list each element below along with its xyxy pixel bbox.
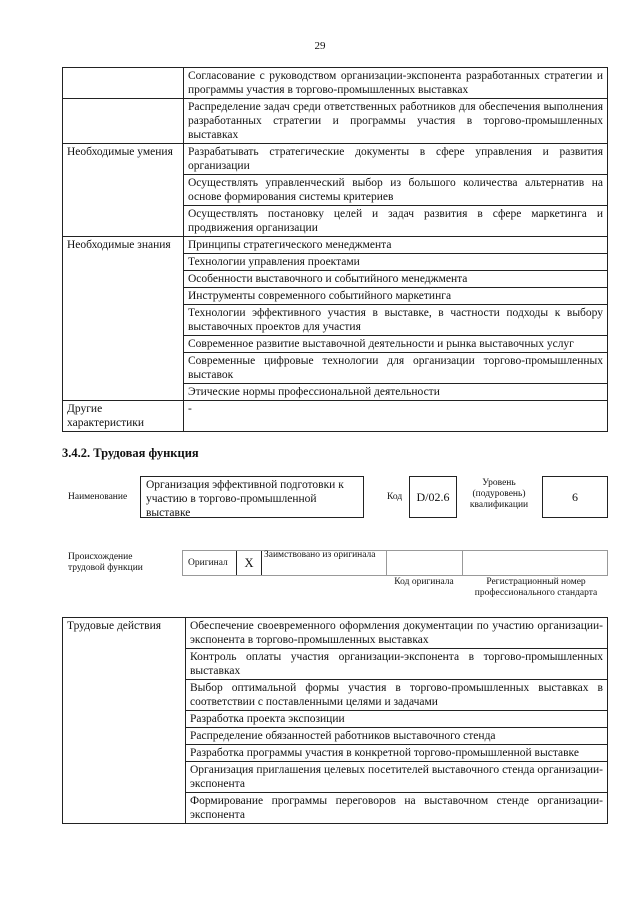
knowledge-item-8: Этические нормы профессиональной деятельности bbox=[184, 384, 608, 401]
labour-actions-table bbox=[62, 617, 608, 824]
origin-divider bbox=[386, 551, 387, 575]
skills-label: Необходимые умения bbox=[63, 144, 184, 237]
skill-item-2: Осуществлять управленческий выбор из большого количества альтернатив на основе формирования системы критериев bbox=[184, 175, 608, 206]
original-mark: X bbox=[236, 551, 262, 575]
action-item-2: Контроль оплаты участия организации-экспонента в торгово-промышленных выставках bbox=[186, 649, 608, 680]
skill-item-1: Разрабатывать стратегические документы в сфере управления и развития организации bbox=[184, 144, 608, 175]
knowledge-item-3: Особенности выставочного и событийного менеджмента bbox=[184, 271, 608, 288]
empty-label-cell bbox=[63, 68, 184, 99]
empty-label-cell bbox=[63, 99, 184, 144]
code-original-caption: Код оригинала bbox=[394, 577, 454, 587]
page-number: 29 bbox=[314, 40, 326, 52]
skill-item-3: Осуществлять постановку целей и задач развития в сфере маркетинга и продвижения организации bbox=[184, 206, 608, 237]
continued-item-1: Согласование с руководством организации-экспонента разработанных стратегии и программы участия в торгово-промышленных выставках bbox=[184, 68, 608, 99]
knowledge-item-7: Современные цифровые технологии для организации торгово-промышленных выставок bbox=[184, 353, 608, 384]
knowledge-item-5: Технологии эффективного участия в выставке, в частности подходы к выбору выставочных проектов для участия bbox=[184, 305, 608, 336]
origin-divider bbox=[462, 551, 463, 575]
function-name: Организация эффективной подготовки к участию в торгово-промышленной выставке bbox=[140, 476, 364, 518]
knowledge-item-4: Инструменты современного событийного маркетинга bbox=[184, 288, 608, 305]
section-heading: 3.4.2. Трудовая функция bbox=[62, 446, 199, 460]
knowledge-item-1: Принципы стратегического менеджмента bbox=[184, 237, 608, 254]
action-item-3: Выбор оптимальной формы участия в торгово-промышленных выставках в соответствии с поставленными целями и задачами bbox=[186, 680, 608, 711]
origin-label: Происхождение трудовой функции bbox=[68, 552, 143, 573]
code-value: D/02.6 bbox=[409, 476, 457, 518]
continued-item-2: Распределение задач среди ответственных работников для обеспечения выполнения разработанных стратегии и программы участия в торгово-промышленных выставках bbox=[184, 99, 608, 144]
action-item-1: Обеспечение своевременного оформления документации по участию организации-экспонента в торгово-промышленных выставках bbox=[186, 618, 608, 649]
knowledge-item-2: Технологии управления проектами bbox=[184, 254, 608, 271]
level-value: 6 bbox=[542, 476, 608, 518]
knowledge-label: Необходимые знания bbox=[63, 237, 184, 401]
action-item-4: Разработка проекта экспозиции bbox=[186, 711, 608, 728]
action-item-5: Распределение обязанностей работников выставочного стенда bbox=[186, 728, 608, 745]
name-label: Наименование bbox=[68, 492, 128, 502]
knowledge-item-6: Современное развитие выставочной деятельности и рынка выставочных услуг bbox=[184, 336, 608, 353]
other-label: Другие характеристики bbox=[63, 401, 184, 432]
other-value: - bbox=[184, 401, 608, 432]
code-label: Код bbox=[387, 492, 403, 502]
level-label: Уровень (подуровень) квалификации bbox=[469, 478, 529, 510]
action-item-8: Формирование программы переговоров на выставочном стенде организации-экспонента bbox=[186, 793, 608, 824]
action-item-6: Разработка программы участия в конкретной торгово-промышленной выставке bbox=[186, 745, 608, 762]
action-item-7: Организация приглашения целевых посетителей выставочного стенда организации-экспонента bbox=[186, 762, 608, 793]
actions-label: Трудовые действия bbox=[63, 618, 186, 824]
borrowed-label: Заимствовано из оригинала bbox=[264, 550, 376, 560]
reg-number-caption: Регистрационный номер профессионального стандарта bbox=[474, 577, 598, 598]
top-table bbox=[62, 67, 608, 432]
original-label: Оригинал bbox=[188, 558, 228, 568]
